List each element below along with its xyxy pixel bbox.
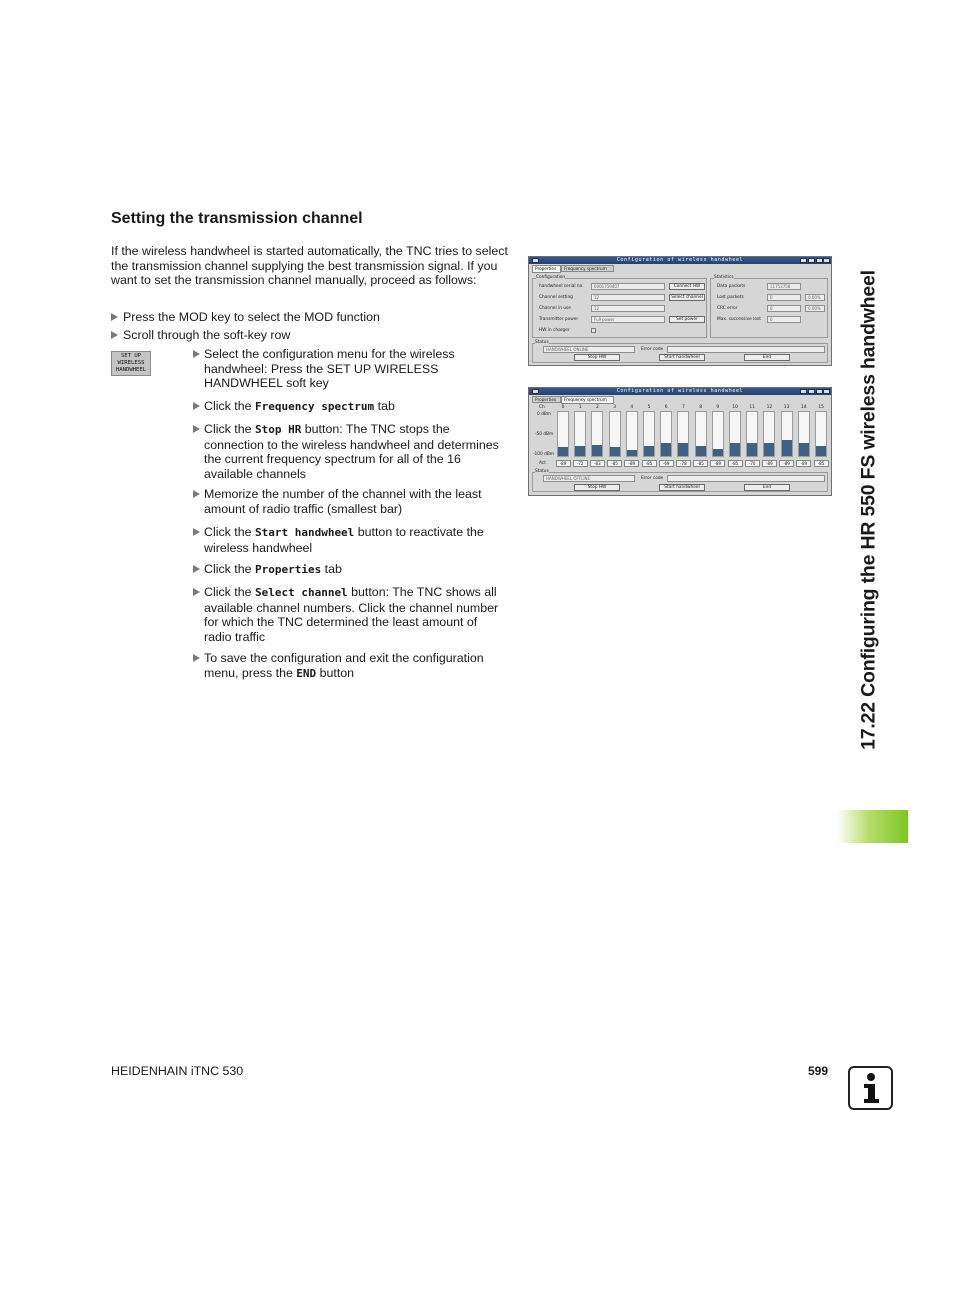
page-number: 599	[808, 1064, 829, 1078]
channel-bar-track	[746, 411, 758, 457]
channel-bar-track	[660, 411, 672, 457]
channel-bar-track	[781, 411, 793, 457]
max-successive-lost-field: 0	[767, 316, 801, 323]
start-handwheel-button[interactable]: Start handwheel	[659, 354, 705, 361]
channel-act-value: -89	[556, 460, 571, 467]
channel-number: 3	[613, 405, 616, 410]
error-code-field	[667, 346, 825, 353]
channel-act-value: -85	[814, 460, 829, 467]
end-button[interactable]: End	[744, 354, 790, 361]
channel-act-value: -83	[590, 460, 605, 467]
stat-label: Lost packets	[717, 295, 744, 300]
intro-paragraph: If the wireless handwheel is started automatically, the TNC tries to select the transmission channel supplying the best transmission signal. If you want to set the transmission channel manually, proceed as follows:	[111, 244, 508, 288]
maximize-icon[interactable]	[816, 389, 823, 394]
chapter-marker	[837, 810, 908, 843]
channel-bar	[575, 446, 585, 456]
step-frequency-tab: Click the Frequency spectrum tab	[193, 399, 507, 415]
softkey-line: WIRELESS	[117, 360, 145, 366]
info-icon	[848, 1066, 893, 1110]
serial-number-field: 0001759407	[591, 283, 665, 290]
arrow-icon	[111, 331, 118, 339]
y-axis-label: 0 dBm	[537, 412, 551, 417]
channel-bar	[644, 446, 654, 456]
arrow-icon	[193, 425, 200, 433]
arrow-icon	[193, 588, 200, 596]
channel-bar	[678, 443, 688, 456]
close-icon[interactable]	[823, 258, 830, 263]
channel-bar-track	[677, 411, 689, 457]
channel-bar-track	[609, 411, 621, 457]
hw-in-charger-checkbox[interactable]	[591, 328, 596, 333]
channel-number: 11	[749, 405, 755, 410]
channel-number: 9	[716, 405, 720, 410]
window-titlebar	[529, 257, 831, 264]
channel-bar	[610, 447, 620, 456]
tab-frequency-spectrum[interactable]: Frequency spectrum	[561, 265, 614, 272]
group-label: Status	[535, 340, 549, 345]
set-power-button[interactable]: Set power	[669, 316, 705, 323]
channel-number: 6	[664, 405, 668, 410]
channel-number: 13	[783, 405, 790, 410]
data-packets-field: 11753758	[767, 283, 801, 290]
chapter-side-title: 17.22 Configuring the HR 550 FS wireless handwheel	[857, 270, 880, 750]
step-stop-hr: Click the Stop HR button: The TNC stops the connection to the wireless handwheel and determines the current frequency spectrum for all of the 16 available channels	[193, 422, 507, 481]
stat-label: Data packets	[717, 284, 746, 289]
row-label: Channel setting	[539, 295, 573, 300]
channel-bar	[730, 443, 740, 456]
stat-label: Max. successive lost	[717, 317, 761, 322]
arrow-icon	[193, 350, 200, 358]
arrow-icon	[111, 313, 118, 321]
y-axis-label: -50 dBm	[535, 432, 554, 437]
step-start-handwheel: Click the Start handwheel button to reactivate the wireless handwheel	[193, 525, 507, 555]
channel-bar-track	[643, 411, 655, 457]
close-icon[interactable]	[823, 389, 830, 394]
channel-bar-track	[591, 411, 603, 457]
crc-error-field: 0	[767, 305, 801, 312]
group-label: Configuration	[536, 275, 566, 280]
channel-bar-track	[729, 411, 741, 457]
step-memorize: Memorize the number of the channel with the least amount of radio traffic (smallest bar)	[193, 487, 507, 516]
help-icon[interactable]	[800, 258, 807, 263]
channel-number: 1	[578, 405, 582, 410]
channel-number: 5	[647, 405, 651, 410]
channel-bar-track	[574, 411, 586, 457]
crc-error-pct-field: 0.00%	[805, 305, 825, 312]
channel-bar	[782, 440, 792, 456]
channel-bar	[799, 443, 809, 456]
stat-label: CRC error	[717, 306, 738, 311]
lost-packets-pct-field: 0.00%	[805, 294, 825, 301]
transmitter-power-field: Full power	[591, 316, 665, 323]
channel-number: 15	[818, 405, 824, 410]
group-label: Statistics	[714, 275, 734, 280]
channel-bar	[696, 446, 706, 456]
maximize-icon[interactable]	[816, 258, 823, 263]
channel-bar	[592, 445, 602, 456]
minimize-icon[interactable]	[808, 389, 815, 394]
bullet-mod-key: Press the MOD key to select the MOD function	[111, 310, 380, 325]
channel-number: 12	[766, 405, 773, 410]
arrow-icon	[193, 402, 200, 410]
step-select-channel: Click the Select channel button: The TNC shows all available channel numbers. Click the channel number for which the TNC determined the least amount of radio traffic	[193, 585, 507, 644]
channel-act-value: -69	[659, 460, 674, 467]
channel-act-value: -85	[607, 460, 622, 467]
channel-bar-track	[798, 411, 810, 457]
row-label: Transmitter power	[539, 317, 579, 322]
channel-act-value: -78	[676, 460, 691, 467]
channel-act-value: -85	[642, 460, 657, 467]
channel-act-value: -85	[728, 460, 743, 467]
channel-bar	[558, 447, 568, 456]
set-up-wireless-handwheel-softkey[interactable]	[111, 351, 151, 376]
channel-act-value: -89	[710, 460, 725, 467]
step-properties-tab: Click the Properties tab	[193, 562, 507, 578]
arrow-icon	[193, 654, 200, 662]
channel-act-value: -85	[693, 460, 708, 467]
help-icon[interactable]	[800, 389, 807, 394]
channel-number: 8	[699, 405, 702, 410]
stop-hw-button[interactable]: Stop HW	[574, 484, 620, 491]
step-end: To save the configuration and exit the configuration menu, press the END button	[193, 651, 507, 681]
channel-number: 4	[630, 405, 634, 410]
channel-act-value: -89	[779, 460, 794, 467]
config-window-properties	[528, 256, 832, 366]
channel-bar-track	[763, 411, 775, 457]
channel-number: 10	[732, 405, 738, 410]
act-label: Act	[539, 461, 546, 466]
start-handwheel-button[interactable]: Start handwheel	[659, 484, 705, 491]
group-label: Status	[535, 469, 549, 474]
connect-hw-button[interactable]: Connect HW	[669, 283, 705, 290]
channel-setting-field[interactable]: 12	[591, 294, 665, 301]
channel-act-value: -89	[796, 460, 811, 467]
softkey-line: HANDWHEEL	[115, 367, 147, 373]
section-heading: Setting the transmission channel	[111, 210, 363, 227]
status-field: HANDWHEEL ONLINE	[543, 346, 635, 353]
channel-number: 2	[595, 405, 599, 410]
arrow-icon	[193, 490, 200, 498]
footer-product: HEIDENHAIN iTNC 530	[111, 1064, 244, 1078]
channel-number: 14	[801, 405, 807, 410]
window-title: Configuration of wireless handwheel	[616, 257, 744, 263]
channel-act-value: -89	[624, 460, 639, 467]
tab-properties[interactable]: Properties	[532, 396, 561, 403]
channel-act-value: -70	[745, 460, 760, 467]
error-code-label: Error code	[641, 347, 664, 352]
channel-bar	[661, 443, 671, 456]
channel-bar-track	[626, 411, 638, 457]
channel-bar	[713, 449, 723, 456]
config-window-spectrum	[528, 387, 832, 496]
channel-in-use-field: 12	[591, 305, 665, 312]
row-label: Channel in use	[539, 306, 571, 311]
lost-packets-field: 0	[767, 294, 801, 301]
step-select-menu: Select the configuration menu for the wireless handwheel: Press the SET UP WIRELESS HANDWHEEL soft key	[193, 347, 507, 391]
row-label: HW in charger	[539, 328, 570, 333]
window-titlebar	[529, 388, 831, 395]
error-code-field	[667, 475, 825, 482]
channel-bar	[764, 443, 774, 456]
channel-bar	[627, 450, 637, 456]
channel-act-value: -89	[762, 460, 777, 467]
bullet-scroll: Scroll through the soft-key row	[111, 328, 290, 343]
error-code-label: Error code	[641, 476, 664, 481]
channel-act-value: -72	[573, 460, 588, 467]
channel-bar-track	[557, 411, 569, 457]
status-field: HANDWHEEL OFFLINE	[543, 475, 635, 482]
softkey-line: SET UP	[120, 353, 142, 359]
y-axis-label: -100 dBm	[533, 452, 554, 457]
row-label: handwheel serial no.	[539, 284, 584, 289]
arrow-icon	[193, 565, 200, 573]
channel-bar-track	[712, 411, 724, 457]
channel-bar	[747, 443, 757, 456]
tab-properties[interactable]: Properties	[532, 265, 561, 273]
tab-frequency-spectrum[interactable]: Frequency spectrum	[561, 396, 614, 404]
arrow-icon	[193, 528, 200, 536]
channel-bar	[816, 446, 826, 456]
channel-axis-label: Ch	[539, 405, 545, 410]
channel-number: 0	[561, 405, 565, 410]
minimize-icon[interactable]	[808, 258, 815, 263]
window-title: Configuration of wireless handwheel	[616, 388, 744, 394]
end-button[interactable]: End	[744, 484, 790, 491]
channel-bar-track	[815, 411, 827, 457]
channel-bar-track	[695, 411, 707, 457]
channel-number: 7	[681, 405, 685, 410]
stop-hw-button[interactable]: Stop HW	[574, 354, 620, 361]
select-channel-button[interactable]: Select channel	[669, 294, 705, 301]
